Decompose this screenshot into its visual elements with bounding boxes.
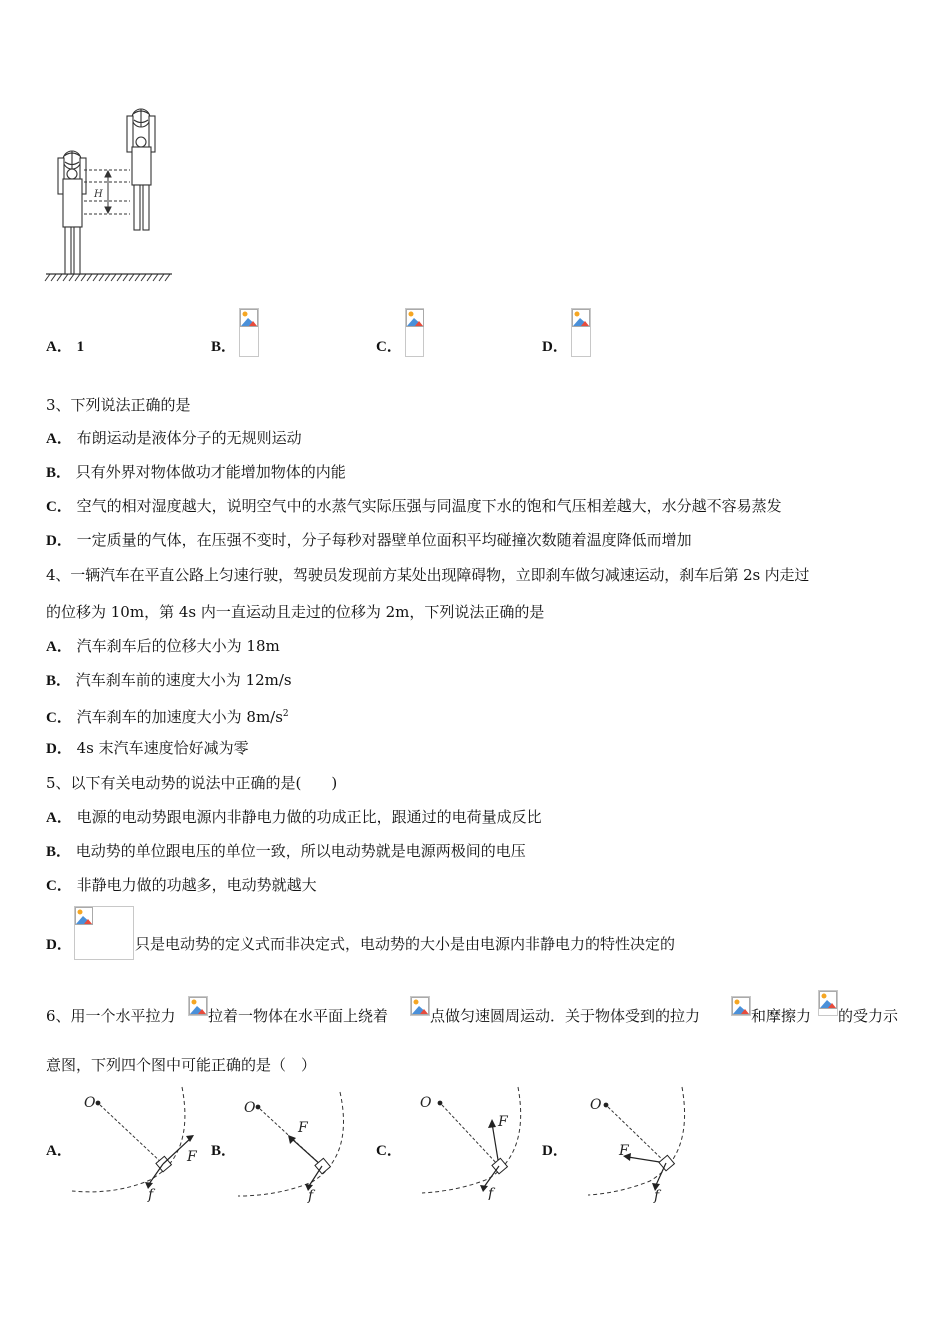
q6-stem-part2: 拉着一物体在水平面上绕着 — [208, 1007, 389, 1025]
friction-label: f — [488, 1186, 494, 1200]
q5-option-d-letter[interactable]: D． — [46, 937, 72, 953]
friction-label: f — [654, 1188, 660, 1203]
q6-stem-part1: 6、用一个水平拉力 — [46, 1007, 176, 1025]
q4-option-d[interactable]: D． 4s 末汽车速度恰好减为零 — [46, 739, 249, 757]
q6-stem-part4: 和摩擦力 — [751, 1007, 812, 1025]
center-label: O — [84, 1095, 96, 1111]
force-label: F — [619, 1143, 629, 1159]
force-diagram-b — [236, 1090, 366, 1205]
q5-stem: 5、以下有关电动势的说法中正确的是( ) — [46, 774, 338, 792]
q3-option-b[interactable]: B． 只有外界对物体做功才能增加物体的内能 — [46, 463, 346, 481]
broken-image-icon — [405, 308, 424, 357]
q6-option-b[interactable]: B． — [211, 1143, 237, 1159]
q3-option-c[interactable]: C． 空气的相对湿度越大，说明空气中的水蒸气实际压强与同温度下水的饱和气压相差越大，水分越不容易蒸发 — [46, 497, 782, 515]
q4-option-a[interactable]: A． 汽车刹车后的位移大小为 18m — [46, 637, 280, 655]
broken-image-icon — [731, 996, 751, 1016]
q5-option-c[interactable]: C． 非静电力做的功越多，电动势就越大 — [46, 876, 317, 894]
q5-option-a[interactable]: A． 电源的电动势跟电源内非静电力做的功成正比，跟通过的电荷量成反比 — [46, 808, 542, 826]
height-label: H — [94, 189, 103, 200]
center-label: O — [244, 1100, 256, 1116]
option-letter: C． — [376, 339, 402, 355]
q6-option-a[interactable]: A． — [46, 1143, 72, 1159]
option-value: 1 — [76, 339, 85, 355]
center-label: O — [420, 1095, 432, 1111]
q2-option-c[interactable] — [376, 336, 402, 357]
q3-stem: 3、下列说法正确的是 — [46, 396, 191, 414]
force-diagram-c — [420, 1085, 540, 1200]
friction-label: f — [148, 1187, 154, 1203]
q3-option-d[interactable]: D． 一定质量的气体，在压强不变时，分子每秒对器壁单位面积平均碰撞次数随着温度降低而增加 — [46, 531, 692, 549]
force-diagram-a — [70, 1085, 200, 1203]
force-label: F — [187, 1149, 197, 1165]
force-label: F — [498, 1114, 508, 1130]
q4-option-b[interactable]: B． 汽车刹车前的速度大小为 12m/s — [46, 671, 292, 689]
option-letter: D． — [542, 339, 568, 355]
q4-stem-line2: 的位移为 10m，第 4s 内一直运动且走过的位移为 2m，下列说法正确的是 — [46, 603, 545, 621]
q3-option-a[interactable]: A． 布朗运动是液体分子的无规则运动 — [46, 429, 302, 447]
q6-option-c[interactable]: C． — [376, 1143, 402, 1159]
q2-option-d[interactable] — [542, 336, 568, 357]
broken-image-icon — [410, 996, 430, 1016]
friction-label: f — [308, 1188, 314, 1204]
q4-stem-line1: 4、一辆汽车在平直公路上匀速行驶，驾驶员发现前方某处出现障碍物，立即刹车做匀减速运动，刹车后第 2s 内走过 — [46, 566, 810, 584]
broken-image-icon — [74, 906, 134, 960]
q6-stem-line2: 意图，下列四个图中可能正确的是（ ） — [46, 1056, 317, 1074]
q2-option-a[interactable] — [46, 336, 84, 357]
q6-option-d[interactable]: D． — [542, 1143, 568, 1159]
force-diagram-d — [586, 1085, 696, 1203]
broken-image-icon — [571, 308, 591, 357]
q6-stem-part5: 的受力示 — [838, 1007, 899, 1025]
jump-figure — [44, 104, 176, 284]
q4-option-c[interactable]: C． 汽车刹车的加速度大小为 $8m/s^2$ — [46, 708, 289, 726]
q5-option-d-text: 只是电动势的定义式而非决定式，电动势的大小是由电源内非静电力的特性决定的 — [135, 935, 676, 953]
broken-image-icon — [239, 308, 259, 357]
option-letter: B． — [211, 339, 237, 355]
broken-image-icon — [818, 990, 838, 1016]
center-label: O — [590, 1097, 602, 1113]
q6-stem-part3: 点做匀速圆周运动．关于物体受到的拉力 — [430, 1007, 701, 1025]
q2-option-b[interactable] — [211, 336, 236, 357]
q5-option-b[interactable]: B． 电动势的单位跟电压的单位一致，所以电动势就是电源两极间的电压 — [46, 842, 526, 860]
option-letter: A． — [46, 339, 72, 355]
broken-image-icon — [188, 996, 208, 1016]
force-label: F — [298, 1120, 308, 1136]
